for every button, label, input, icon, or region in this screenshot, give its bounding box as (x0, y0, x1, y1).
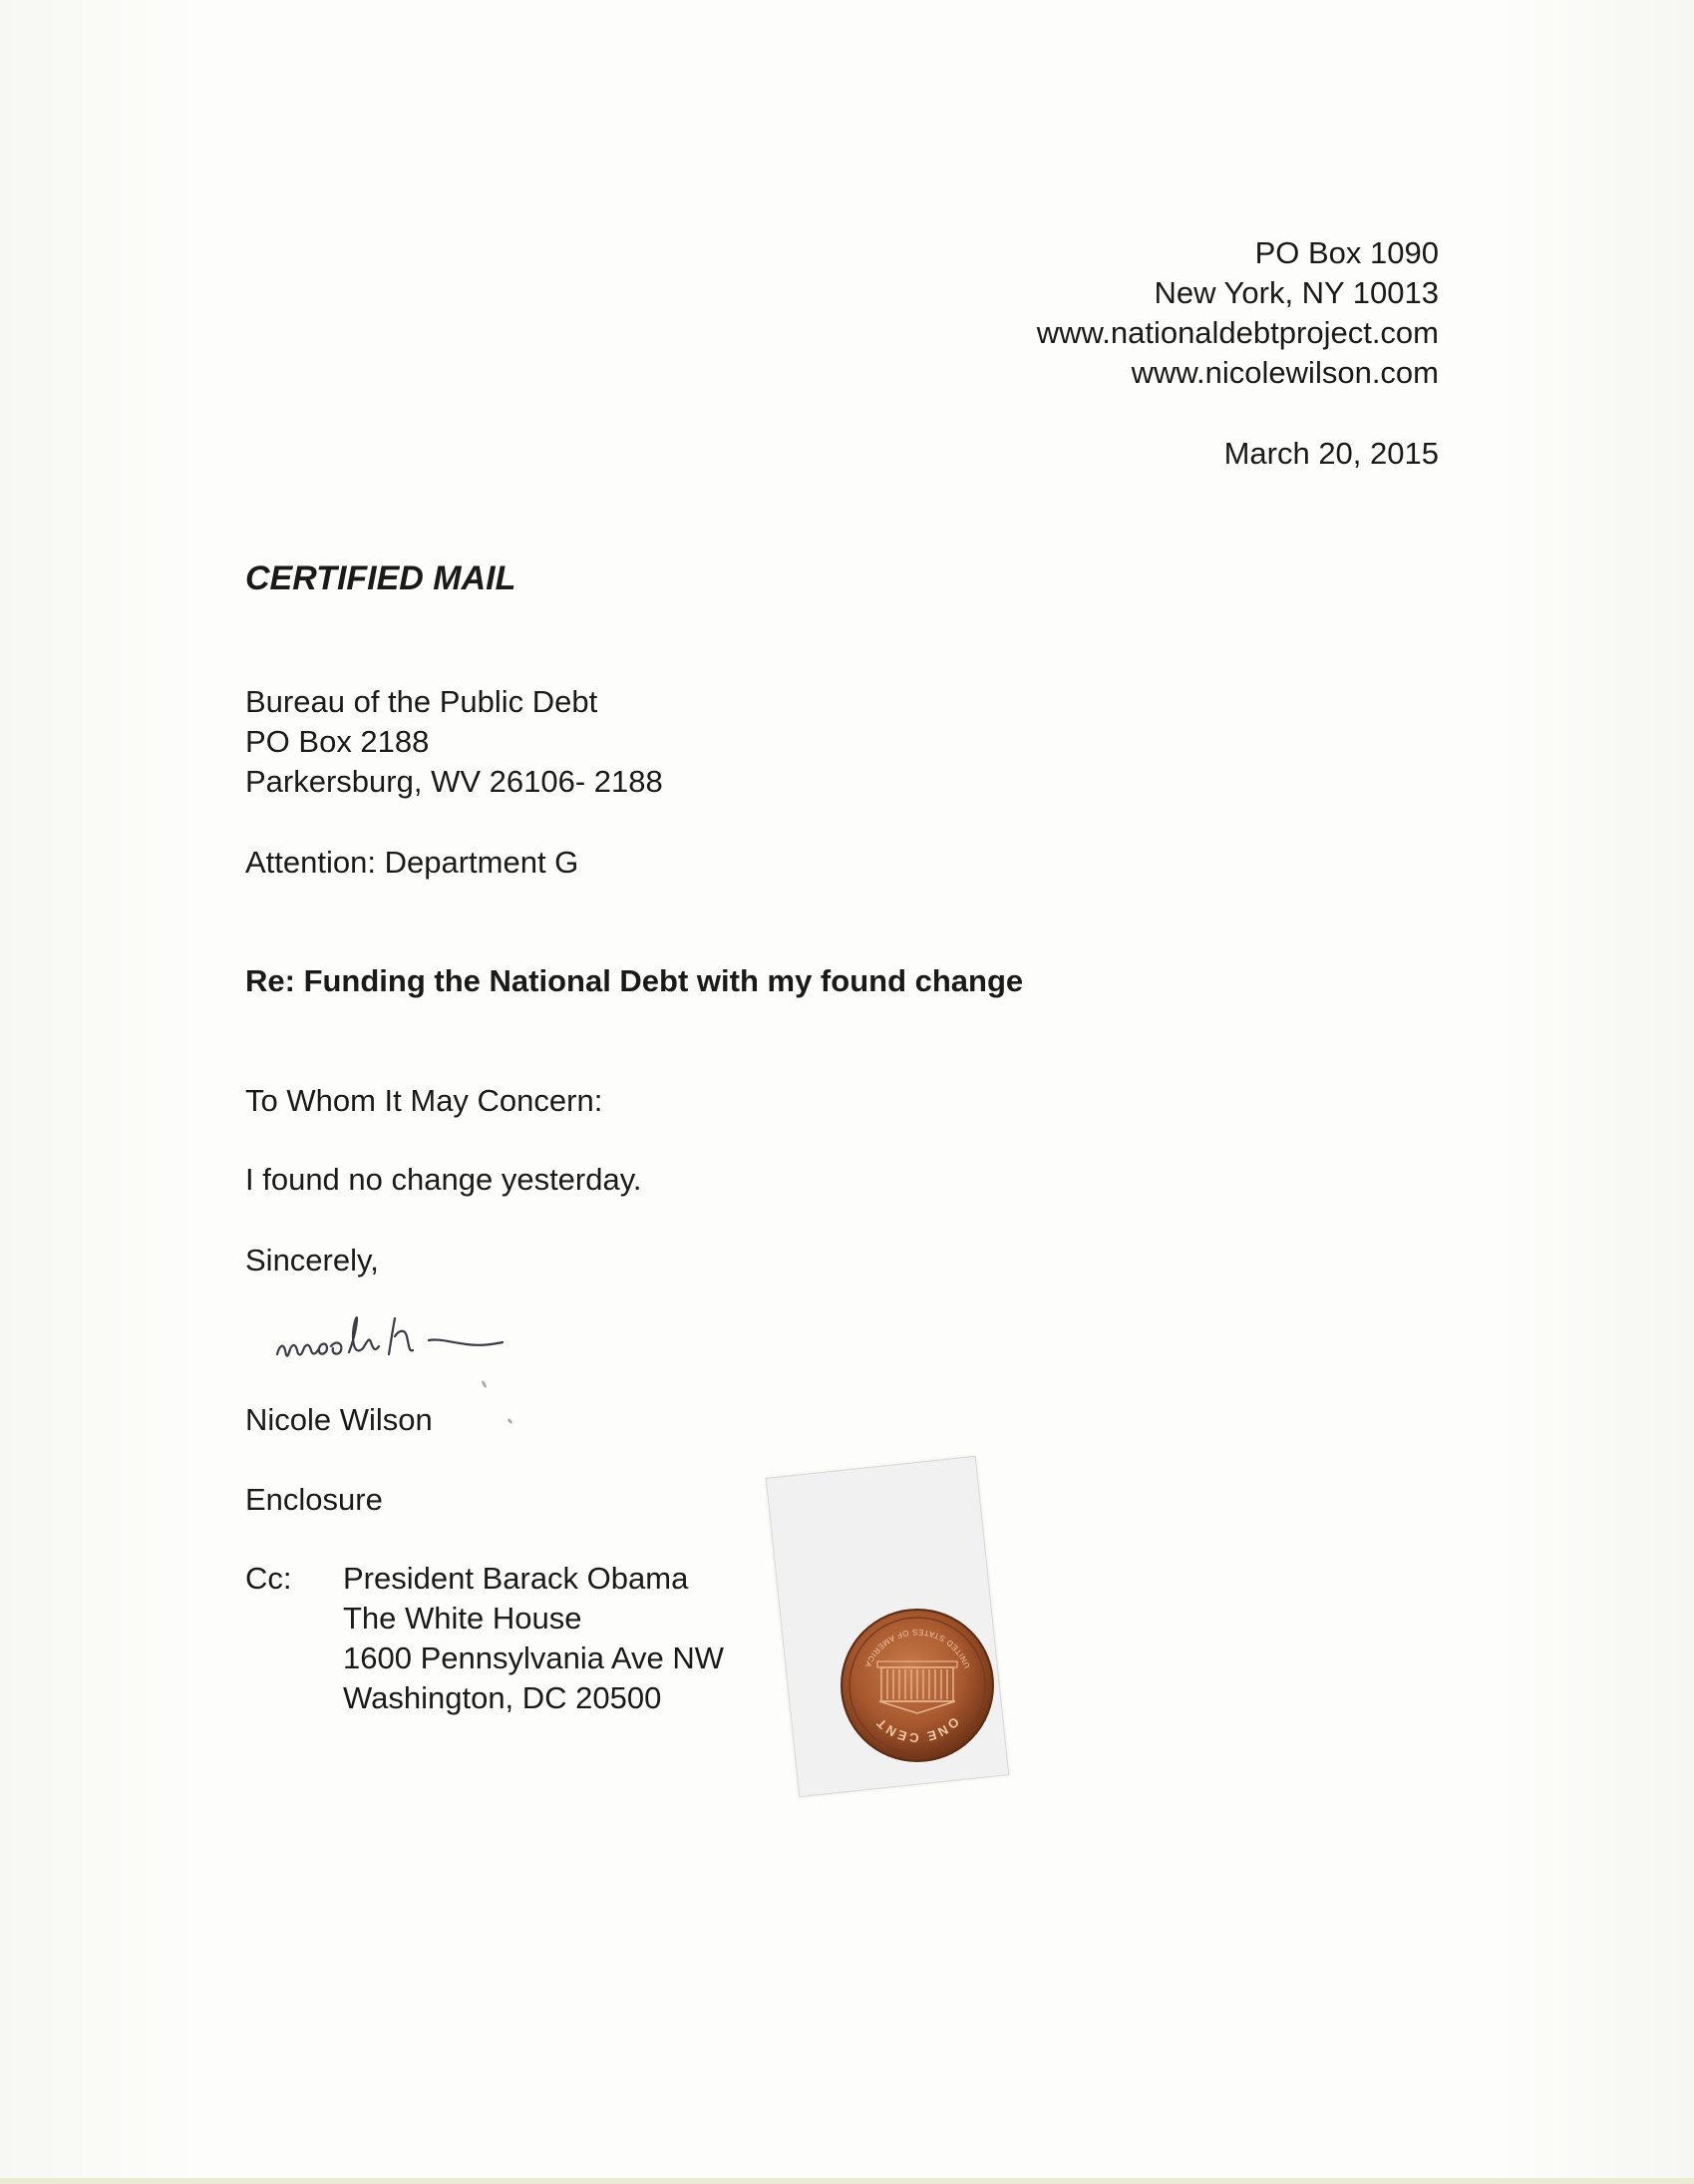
letter-date: March 20, 2015 (1223, 436, 1439, 471)
recipient-line: Parkersburg, WV 26106- 2188 (245, 764, 663, 799)
cc-line: Washington, DC 20500 (343, 1680, 662, 1715)
cc-label: Cc: (245, 1561, 292, 1596)
paper-speck (507, 1418, 512, 1425)
subject-line: Re: Funding the National Debt with my found change (245, 963, 1024, 998)
coin-top-text: ONE CENT (871, 1714, 962, 1746)
recipient-address (245, 682, 663, 802)
coin-bottom-text: UNITED STATES OF AMERICA (862, 1627, 972, 1670)
cc-line: 1600 Pennsylvania Ave NW (343, 1640, 724, 1675)
enclosure-note: Enclosure (245, 1482, 383, 1517)
salutation: To Whom It May Concern: (245, 1083, 603, 1118)
cc-address (343, 1559, 724, 1718)
handwritten-signature (271, 1296, 600, 1376)
closing: Sincerely, (245, 1243, 379, 1277)
signer-name: Nicole Wilson (245, 1402, 433, 1437)
certified-mail-heading: CERTIFIED MAIL (245, 559, 516, 597)
sender-website-link[interactable]: www.nicolewilson.com (1131, 355, 1439, 390)
sender-website-link[interactable]: www.nationaldebtproject.com (1036, 315, 1439, 350)
cc-line: The White House (343, 1601, 582, 1636)
penny-coin-icon (840, 1608, 995, 1763)
recipient-line: PO Box 2188 (245, 724, 430, 759)
paper-speck (481, 1380, 488, 1388)
recipient-line: Bureau of the Public Debt (245, 684, 598, 719)
letter-body: I found no change yesterday. (245, 1162, 642, 1197)
scan-bottom-edge (0, 2178, 1694, 2184)
sender-line: New York, NY 10013 (1154, 275, 1439, 310)
cc-line: President Barack Obama (343, 1561, 689, 1596)
sender-line: PO Box 1090 (1254, 235, 1439, 270)
sender-address (1037, 233, 1439, 393)
attention-line: Attention: Department G (245, 845, 579, 880)
